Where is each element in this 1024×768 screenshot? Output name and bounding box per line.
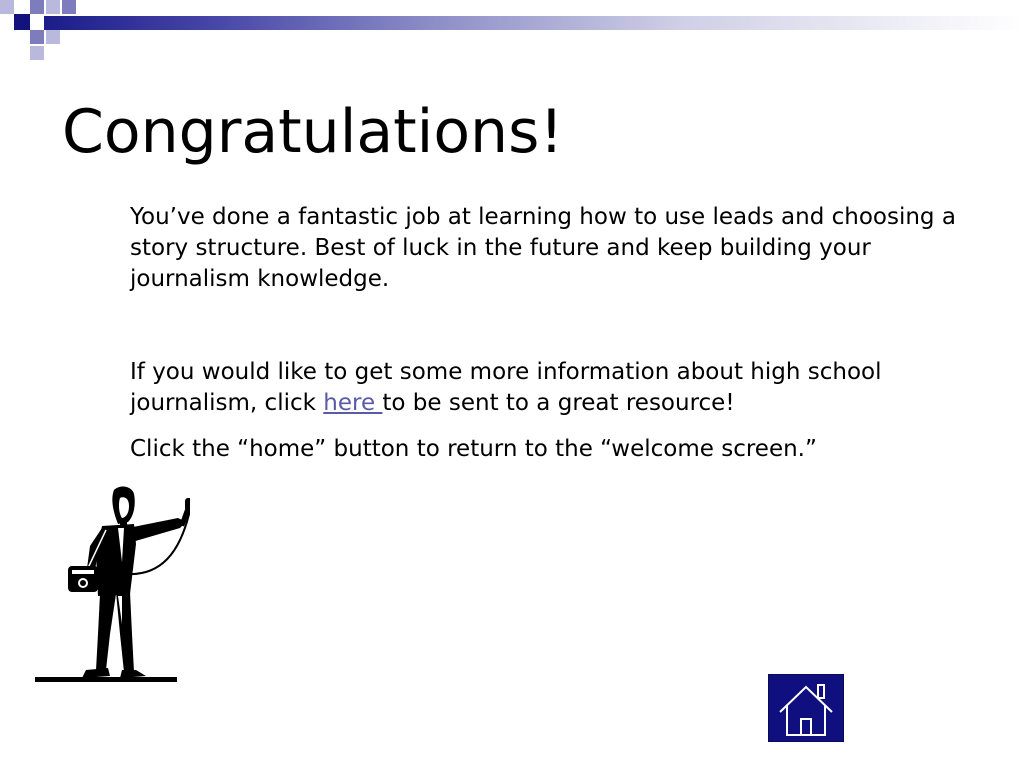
resource-text-before: If you would like to get some more information about high school journalism, click bbox=[130, 359, 882, 416]
header-decoration bbox=[0, 0, 1024, 62]
home-icon bbox=[777, 681, 837, 737]
congrats-paragraph: You’ve done a fantastic job at learning how to use leads and choosing a story structure. Best of luck in the future and keep building your journalism knowledge. bbox=[130, 204, 956, 292]
gradient-bar bbox=[44, 16, 1024, 30]
decor-square bbox=[30, 46, 44, 60]
resource-text-after: to be sent to a great resource! bbox=[382, 390, 735, 416]
reporter-clipart-icon bbox=[30, 484, 190, 690]
decor-square bbox=[30, 0, 44, 14]
home-button[interactable] bbox=[768, 674, 844, 742]
decor-square bbox=[0, 0, 14, 14]
decor-square bbox=[30, 30, 44, 44]
slide-body bbox=[130, 202, 990, 465]
home-instruction-paragraph: Click the “home” button to return to the “welcome screen.” bbox=[130, 436, 817, 462]
slide-title: Congratulations! bbox=[62, 97, 564, 167]
resource-link[interactable]: here bbox=[323, 390, 383, 416]
decor-square bbox=[46, 30, 60, 44]
resource-paragraph bbox=[130, 357, 990, 419]
decor-square bbox=[14, 14, 30, 30]
decor-square bbox=[46, 0, 60, 14]
decor-square bbox=[62, 0, 76, 14]
